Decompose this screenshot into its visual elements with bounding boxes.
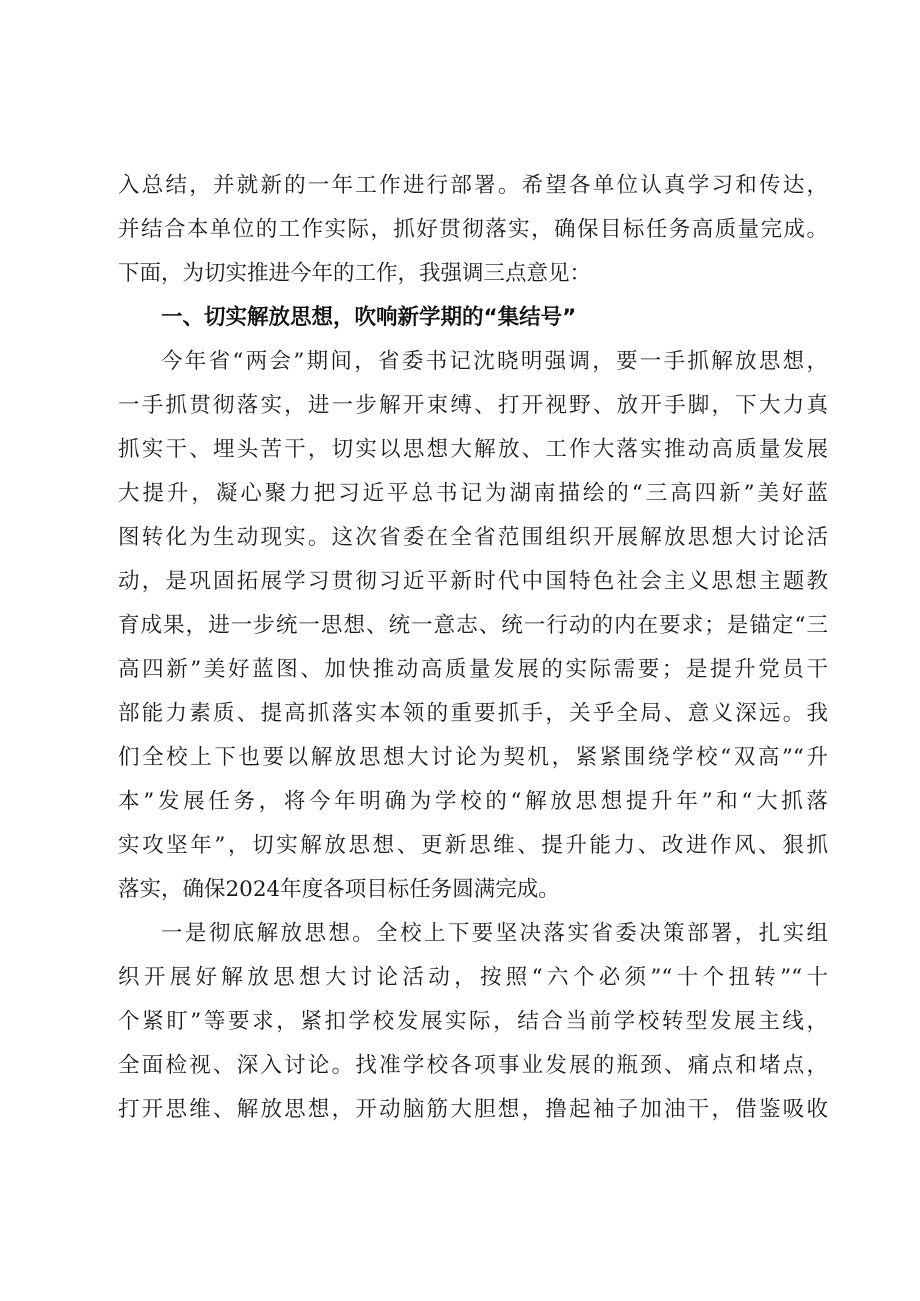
- text-line: 全面检视、深入讨论。找准学校各项事业发展的瓶颈、痛点和堵点，: [118, 1053, 828, 1078]
- text-line: 个紧盯”等要求，紧扣学校发展实际，结合当前学校转型发展主线，: [118, 1009, 828, 1034]
- text-line: 大提升，凝心聚力把习近平总书记为湖南描绘的“三高四新”美好蓝: [118, 481, 828, 506]
- section-heading: 一、切实解放思想，吹响新学期的“集结号”: [161, 305, 577, 330]
- text-line: 实攻坚年”，切实解放思想、更新思维、提升能力、改进作风、狠抓: [118, 833, 828, 858]
- text-line: 图转化为生动现实。这次省委在全省范围组织开展解放思想大讨论活: [118, 525, 828, 550]
- text-line: 动，是巩固拓展学习贯彻习近平新时代中国特色社会主义思想主题教: [118, 569, 828, 594]
- text-line: 入总结，并就新的一年工作进行部署。希望各单位认真学习和传达，: [118, 173, 828, 198]
- text-line: 育成果，进一步统一思想、统一意志、统一行动的内在要求；是锚定“三: [118, 613, 828, 638]
- text-line: 并结合本单位的工作实际，抓好贯彻落实，确保目标任务高质量完成。: [118, 217, 828, 242]
- text-line: 高四新”美好蓝图、加快推动高质量发展的实际需要；是提升党员干: [118, 657, 828, 682]
- text-line: 们全校上下也要以解放思想大讨论为契机，紧紧围绕学校“双高”“升: [118, 745, 828, 770]
- text-line: 一是彻底解放思想。全校上下要坚决落实省委决策部署，扎实组: [161, 921, 828, 946]
- text-line: 本”发展任务，将今年明确为学校的“解放思想提升年”和“大抓落: [118, 789, 828, 814]
- text-line: 今年省“两会”期间，省委书记沈晓明强调，要一手抓解放思想，: [161, 349, 828, 374]
- text-line: 落实，确保2024年度各项目标任务圆满完成。: [118, 877, 560, 902]
- text-line: 抓实干、埋头苦干，切实以思想大解放、工作大落实推动高质量发展: [118, 437, 828, 462]
- text-line: 一手抓贯彻落实，进一步解开束缚、打开视野、放开手脚，下大力真: [118, 393, 828, 418]
- text-line: 部能力素质、提高抓落实本领的重要抓手，关乎全局、意义深远。我: [118, 701, 828, 726]
- text-line: 织开展好解放思想大讨论活动，按照“六个必须”“十个扭转”“十: [118, 965, 828, 990]
- text-line: 下面，为切实推进今年的工作，我强调三点意见：: [118, 261, 592, 286]
- text-line: 打开思维、解放思想，开动脑筋大胆想，撸起袖子加油干，借鉴吸收: [118, 1097, 828, 1122]
